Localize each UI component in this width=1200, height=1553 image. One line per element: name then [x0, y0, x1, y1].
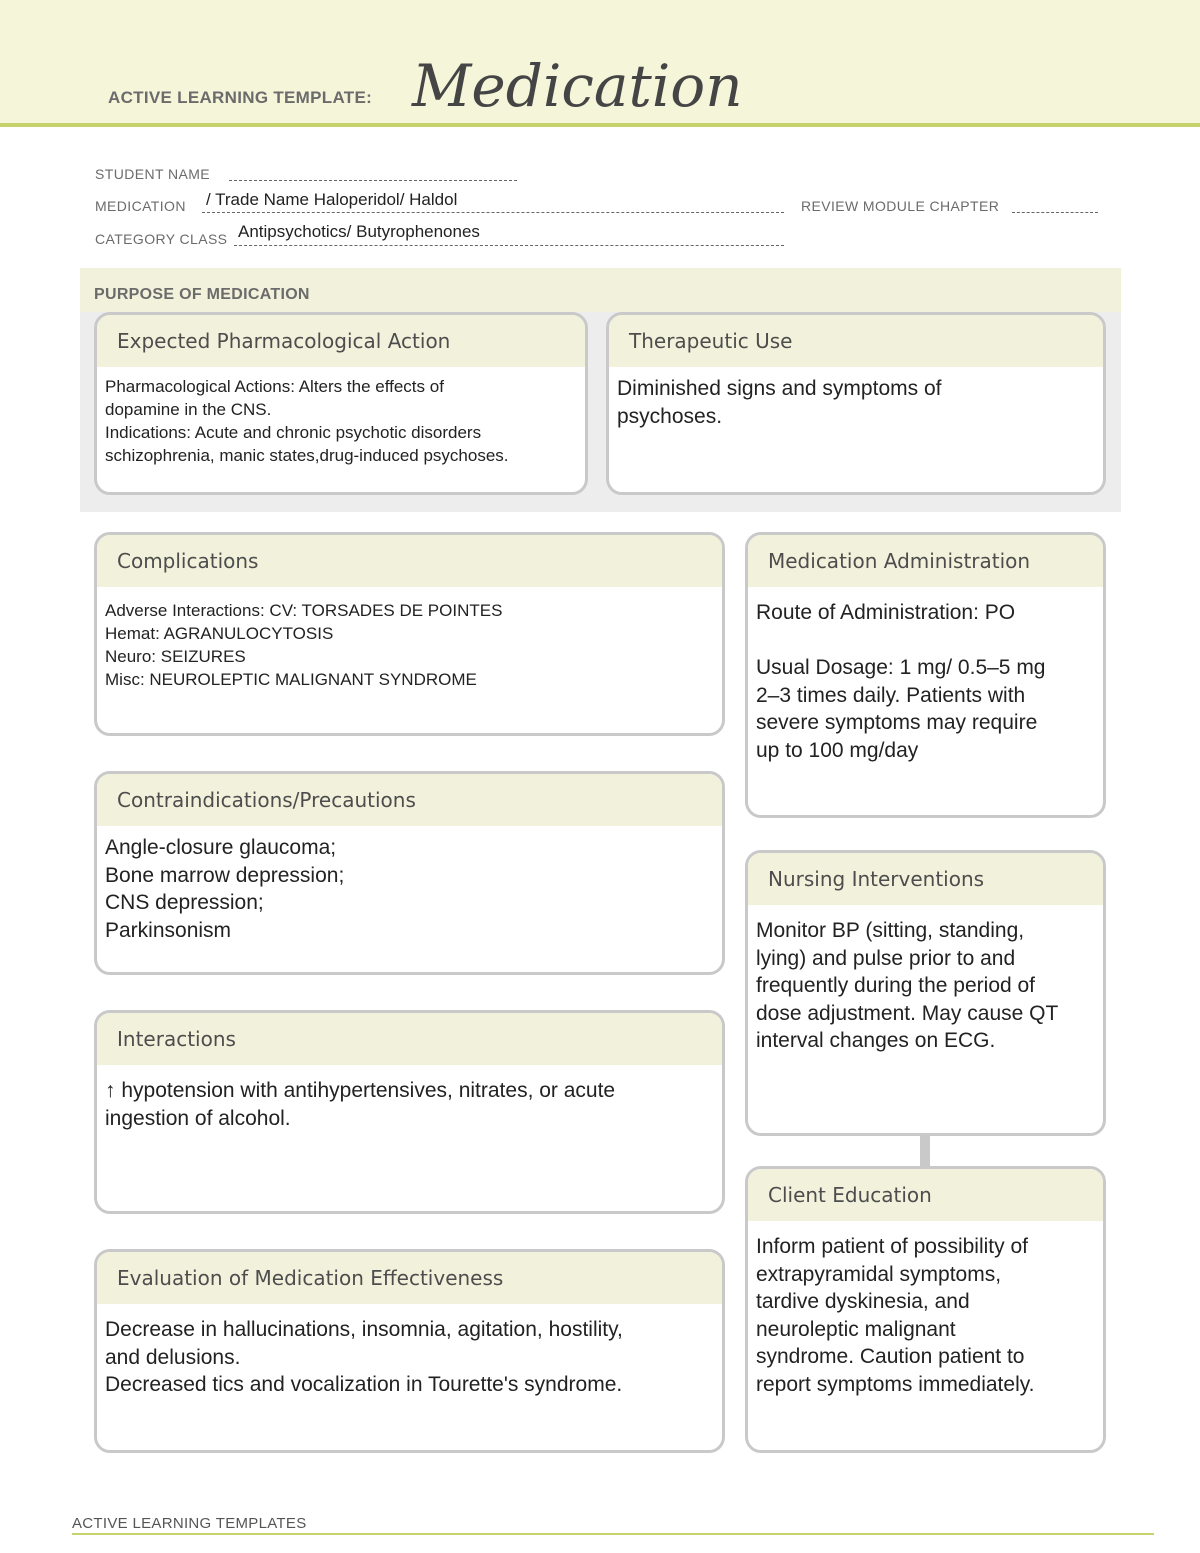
contraindications-box	[94, 771, 725, 975]
student-name-line	[229, 180, 517, 181]
category-class-line	[234, 245, 784, 246]
footer-label: ACTIVE LEARNING TEMPLATES	[72, 1515, 307, 1532]
medication-administration-title: Medication Administration	[748, 535, 1103, 587]
box-connector	[920, 1136, 930, 1166]
medication-line	[202, 212, 784, 213]
text-line: Misc: NEUROLEPTIC MALIGNANT SYNDROME	[105, 670, 477, 689]
client-education-box	[745, 1166, 1106, 1453]
student-name-label: STUDENT NAME	[95, 166, 210, 182]
medication-administration-box	[745, 532, 1106, 818]
expected-action-box	[94, 312, 588, 495]
text-line: 2–3 times daily. Patients with	[756, 683, 1026, 707]
page-title: Medication	[412, 52, 743, 120]
text-line: Parkinsonism	[105, 918, 232, 942]
evaluation-title: Evaluation of Medication Effectiveness	[97, 1252, 722, 1304]
text-line: ↑ hypotension with antihypertensives, nitrates, or acute	[105, 1079, 616, 1102]
text-line: Diminished signs and symptoms of	[617, 377, 942, 400]
text-line: Bone marrow depression;	[105, 863, 345, 887]
review-module-line	[1012, 212, 1098, 213]
text-line	[756, 627, 1095, 655]
text-line: Indications: Acute and chronic psychotic disorders	[105, 423, 482, 442]
text-line: ingestion of alcohol.	[105, 1106, 291, 1130]
text-line: syndrome. Caution patient to	[756, 1345, 1025, 1368]
template-label: ACTIVE LEARNING TEMPLATE:	[108, 88, 373, 107]
text-line: up to 100 mg/day	[756, 738, 919, 762]
medication-administration-body[interactable]	[748, 587, 1103, 764]
text-line: dopamine in the CNS.	[105, 400, 272, 419]
text-line: and delusions.	[105, 1345, 241, 1369]
text-line: Inform patient of possibility of	[756, 1235, 1028, 1258]
contraindications-body[interactable]	[97, 826, 722, 944]
medication-value[interactable]: / Trade Name Haloperidol/ Haldol	[206, 190, 458, 209]
text-line: Adverse Interactions: CV: TORSADES DE POINTES	[105, 601, 503, 620]
complications-title: Complications	[97, 535, 722, 587]
footer-rule	[72, 1533, 1154, 1535]
text-line: frequently during the period of	[756, 974, 1036, 997]
text-line: CNS depression;	[105, 891, 264, 914]
text-line: Route of Administration: PO	[756, 601, 1016, 624]
text-line: neuroleptic malignant	[756, 1317, 956, 1341]
expected-action-title: Expected Pharmacological Action	[97, 315, 585, 367]
nursing-interventions-title: Nursing Interventions	[748, 853, 1103, 905]
therapeutic-use-title: Therapeutic Use	[609, 315, 1103, 367]
interactions-title: Interactions	[97, 1013, 722, 1065]
nursing-interventions-body[interactable]	[748, 905, 1103, 1055]
complications-body[interactable]	[97, 587, 722, 691]
therapeutic-use-box	[606, 312, 1106, 495]
therapeutic-use-body[interactable]	[609, 367, 1103, 430]
text-line: interval changes on ECG.	[756, 1029, 996, 1052]
text-line: Hemat: AGRANULOCYTOSIS	[105, 624, 334, 643]
text-line: Decrease in hallucinations, insomnia, agitation, hostility,	[105, 1318, 623, 1341]
text-line: Decreased tics and vocalization in Tourette's syndrome.	[105, 1373, 623, 1396]
text-line: severe symptoms may require	[756, 711, 1038, 734]
text-line: lying) and pulse prior to and	[756, 946, 1016, 970]
text-line: Neuro: SEIZURES	[105, 647, 246, 666]
expected-action-body[interactable]	[97, 367, 585, 467]
review-module-label: REVIEW MODULE CHAPTER	[801, 198, 1000, 214]
complications-box	[94, 532, 725, 736]
evaluation-box	[94, 1249, 725, 1453]
text-line: extrapyramidal symptoms,	[756, 1262, 1002, 1286]
category-class-value[interactable]: Antipsychotics/ Butyrophenones	[238, 222, 480, 241]
client-education-body[interactable]	[748, 1221, 1103, 1398]
text-line: Angle-closure glaucoma;	[105, 836, 337, 859]
text-line: psychoses.	[617, 404, 723, 428]
header-rule	[0, 123, 1200, 127]
text-line: Pharmacological Actions: Alters the effects of	[105, 377, 444, 396]
text-line: report symptoms immediately.	[756, 1372, 1035, 1396]
interactions-body[interactable]	[97, 1065, 722, 1132]
client-education-title: Client Education	[748, 1169, 1103, 1221]
contraindications-title: Contraindications/Precautions	[97, 774, 722, 826]
medication-label: MEDICATION	[95, 198, 186, 214]
purpose-label: PURPOSE OF MEDICATION	[94, 286, 310, 303]
text-line: dose adjustment. May cause QT	[756, 1001, 1059, 1025]
category-class-label: CATEGORY CLASS	[95, 231, 228, 247]
text-line: schizophrenia, manic states,drug-induced psychoses.	[105, 446, 509, 465]
text-line: tardive dyskinesia, and	[756, 1290, 970, 1313]
interactions-box	[94, 1010, 725, 1214]
text-line: Monitor BP (sitting, standing,	[756, 919, 1025, 942]
text-line: Usual Dosage: 1 mg/ 0.5–5 mg	[756, 656, 1046, 679]
nursing-interventions-box	[745, 850, 1106, 1136]
evaluation-body[interactable]	[97, 1304, 722, 1399]
